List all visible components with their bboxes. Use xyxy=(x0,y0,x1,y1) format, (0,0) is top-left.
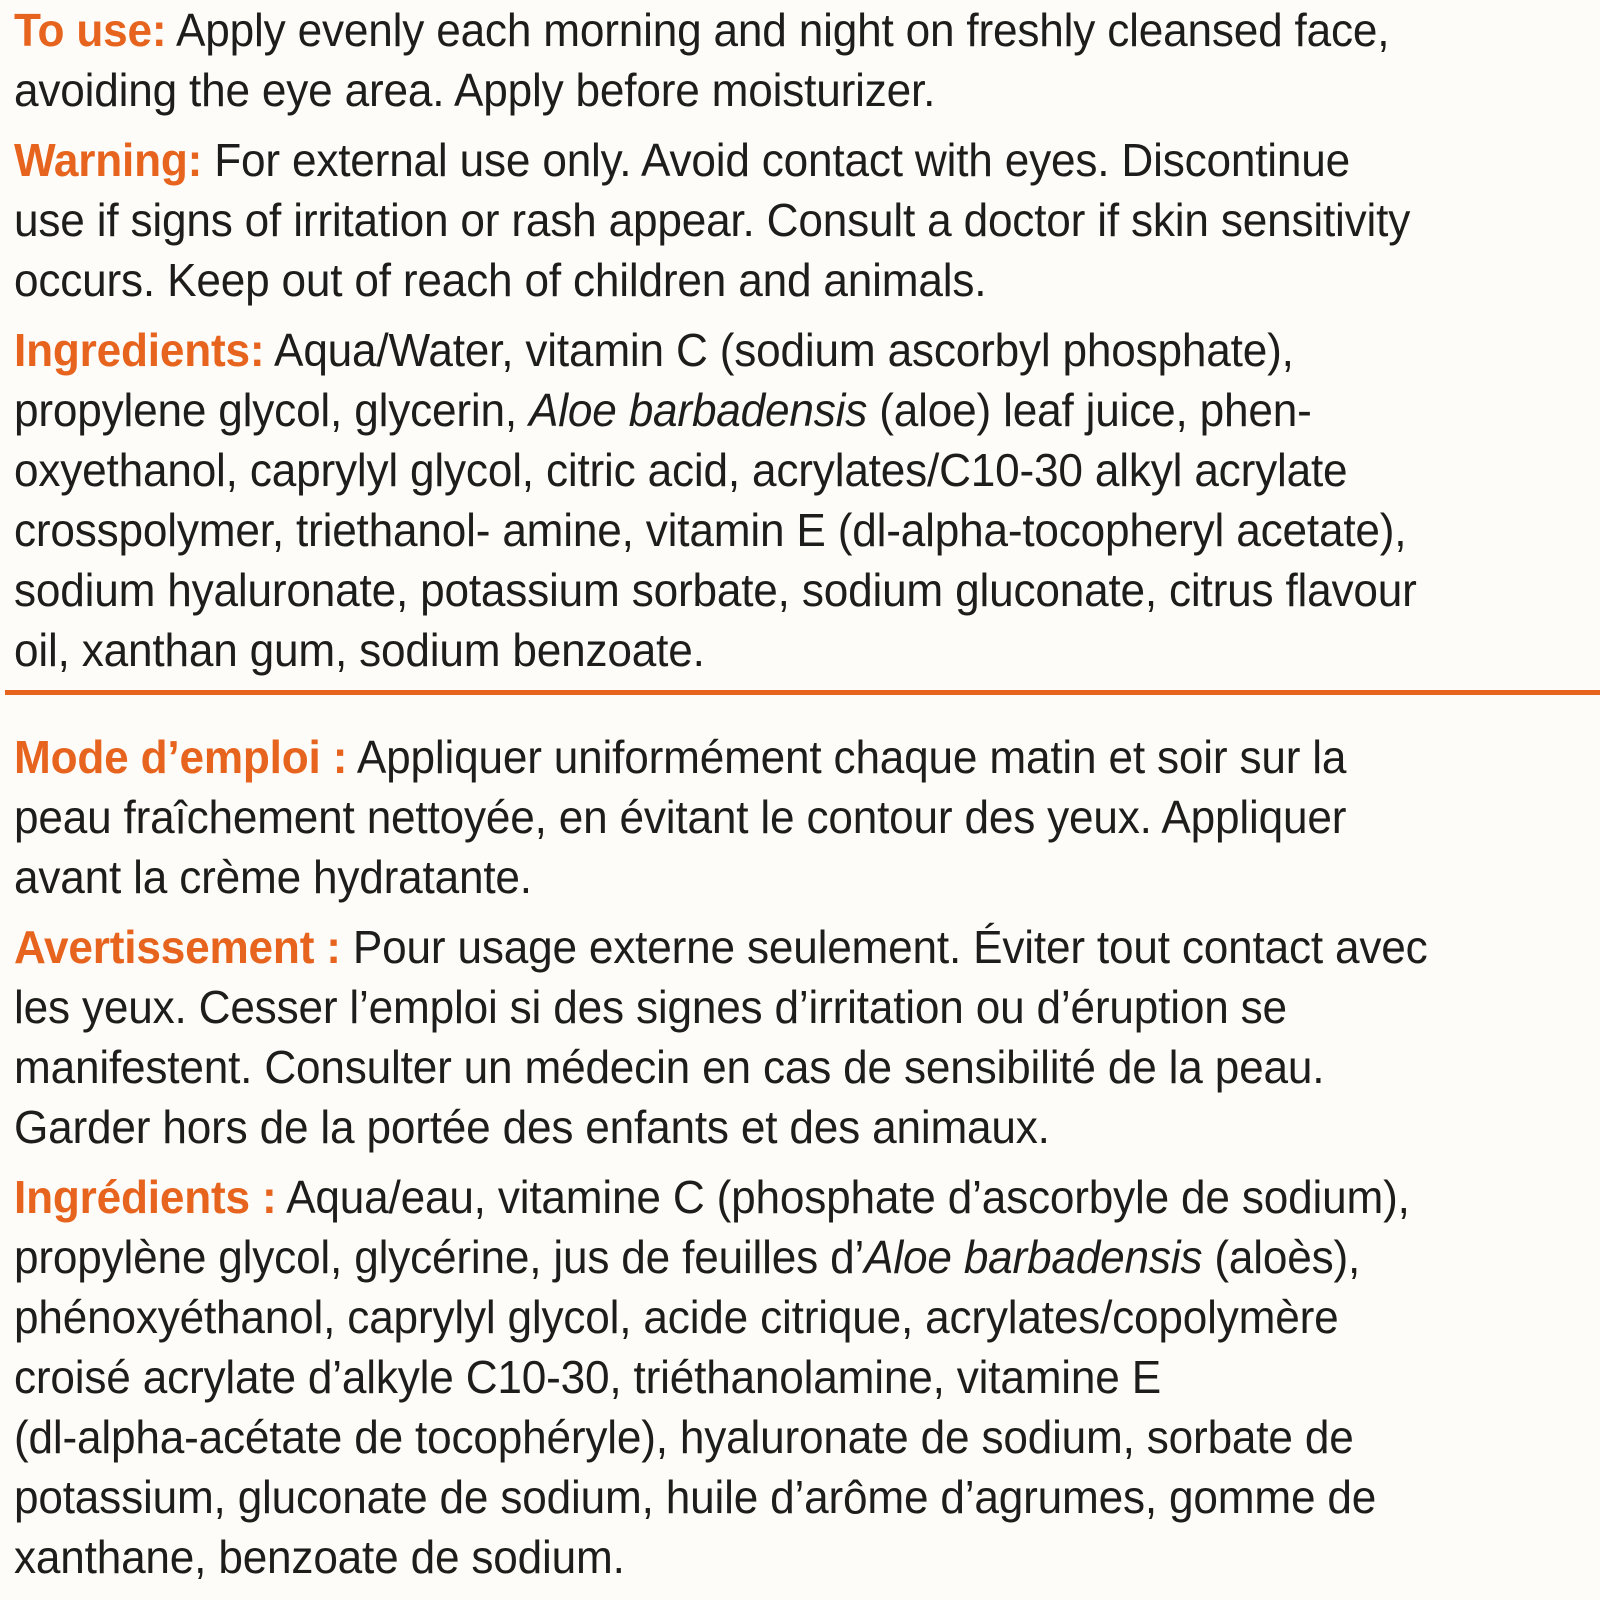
text-line-content xyxy=(14,500,1406,560)
text-segment: (aloe) leaf juice, phen- xyxy=(867,384,1312,436)
paragraph-to-use xyxy=(14,0,1600,120)
text-line-content xyxy=(14,1467,1376,1527)
text-segment: peau fraîchement nettoyée, en évitant le contour des yeux. Appliquer xyxy=(14,791,1347,843)
text-segment: manifestent. Consulter un médecin en cas de sensibilité de la peau. xyxy=(14,1041,1325,1093)
text-line xyxy=(14,1287,1600,1347)
text-segment: Pour usage externe seulement. Éviter tout contact avec xyxy=(340,921,1428,973)
text-line xyxy=(14,0,1600,60)
text-segment: (dl-alpha-acétate de tocophéryle), hyaluronate de sodium, sorbate de xyxy=(14,1411,1354,1463)
text-segment: xanthane, benzoate de sodium. xyxy=(14,1531,625,1583)
text-line-content xyxy=(14,847,532,907)
text-line-content xyxy=(14,787,1346,847)
text-segment: croisé acrylate d’alkyle C10-30, triéthanolamine, vitamine E xyxy=(14,1351,1162,1403)
text-line-content xyxy=(14,1037,1324,1097)
text-line xyxy=(14,1227,1600,1287)
text-segment: Apply evenly each morning and night on freshly cleansed face, xyxy=(166,4,1390,56)
text-line-content xyxy=(14,1227,1360,1287)
text-segment: Aqua/Water, vitamin C (sodium ascorbyl phosphate), xyxy=(264,324,1294,376)
text-segment: Aloe barbadensis xyxy=(528,384,868,436)
ingredients-en-heading: Ingredients: xyxy=(14,324,265,376)
text-segment: oil, xanthan gum, sodium benzoate. xyxy=(14,624,705,676)
text-line xyxy=(14,1467,1600,1527)
text-line-content xyxy=(14,1167,1410,1227)
text-line-content xyxy=(14,1347,1161,1407)
text-segment: les yeux. Cesser l’emploi si des signes d’irritation ou d’éruption se xyxy=(14,981,1287,1033)
text-segment: Garder hors de la portée des enfants et des animaux. xyxy=(14,1101,1050,1153)
text-line xyxy=(14,560,1600,620)
text-line xyxy=(14,500,1600,560)
text-line-content xyxy=(14,130,1350,190)
paragraph-avertissement xyxy=(14,917,1600,1157)
text-segment: For external use only. Avoid contact with eyes. Discontinue xyxy=(202,134,1351,186)
paragraph-mode-demploi xyxy=(14,727,1600,907)
english-directions-section xyxy=(14,0,1600,680)
text-line xyxy=(14,440,1600,500)
text-line xyxy=(14,917,1600,977)
french-directions-section xyxy=(14,727,1600,1587)
text-segment: crosspolymer, triethanol- amine, vitamin E (dl-alpha-tocopheryl acetate), xyxy=(14,504,1407,556)
text-segment: avant la crème hydratante. xyxy=(14,851,532,903)
text-line-content xyxy=(14,620,705,680)
text-segment: (aloès), xyxy=(1202,1231,1361,1283)
text-line-content xyxy=(14,1527,625,1587)
text-line-content xyxy=(14,60,935,120)
text-line xyxy=(14,1097,1600,1157)
language-divider-rule xyxy=(5,690,1600,695)
text-line xyxy=(14,320,1600,380)
text-segment: Appliquer uniformément chaque matin et soir sur la xyxy=(347,731,1347,783)
text-line-content xyxy=(14,1407,1354,1467)
paragraph-ingredients-fr xyxy=(14,1167,1600,1587)
text-line-content xyxy=(14,727,1346,787)
text-line xyxy=(14,727,1600,787)
text-segment: use if signs of irritation or rash appear. Consult a doctor if skin sensitivity xyxy=(14,194,1411,246)
text-line xyxy=(14,1347,1600,1407)
text-line xyxy=(14,250,1600,310)
text-line-content xyxy=(14,190,1410,250)
ingredients-fr-heading: Ingrédients : xyxy=(14,1171,277,1223)
text-segment: oxyethanol, caprylyl glycol, citric acid, acrylates/C10-30 alkyl acrylate xyxy=(14,444,1348,496)
text-line-content xyxy=(14,440,1347,500)
text-segment: propylène glycol, glycérine, jus de feuilles d’ xyxy=(14,1231,865,1283)
text-segment: Aqua/eau, vitamine C (phosphate d’ascorbyle de sodium), xyxy=(276,1171,1410,1223)
text-line-content xyxy=(14,560,1417,620)
paragraph-ingredients-en xyxy=(14,320,1600,680)
text-line-content xyxy=(14,250,986,310)
text-segment: potassium, gluconate de sodium, huile d’arôme d’agrumes, gomme de xyxy=(14,1471,1377,1523)
text-line-content xyxy=(14,0,1389,60)
text-line xyxy=(14,380,1600,440)
text-segment: propylene glycol, glycerin, xyxy=(14,384,529,436)
text-line xyxy=(14,1037,1600,1097)
warning-heading: Warning: xyxy=(14,134,203,186)
text-line xyxy=(14,787,1600,847)
text-line xyxy=(14,1407,1600,1467)
text-line-content xyxy=(14,977,1287,1037)
text-segment: Aloe barbadensis xyxy=(864,1231,1203,1283)
text-line xyxy=(14,620,1600,680)
text-line-content xyxy=(14,320,1294,380)
text-line xyxy=(14,130,1600,190)
text-line-content xyxy=(14,380,1312,440)
paragraph-warning xyxy=(14,130,1600,310)
text-line xyxy=(14,60,1600,120)
text-segment: phénoxyéthanol, caprylyl glycol, acide citrique, acrylates/copolymère xyxy=(14,1291,1339,1343)
text-line xyxy=(14,977,1600,1037)
text-line xyxy=(14,847,1600,907)
text-line-content xyxy=(14,917,1428,977)
text-segment: occurs. Keep out of reach of children and animals. xyxy=(14,254,987,306)
text-line xyxy=(14,190,1600,250)
text-segment: sodium hyaluronate, potassium sorbate, sodium gluconate, citrus flavour xyxy=(14,564,1417,616)
avertissement-heading: Avertissement : xyxy=(14,921,341,973)
mode-demploi-heading: Mode d’emploi : xyxy=(14,731,348,783)
text-segment: avoiding the eye area. Apply before moisturizer. xyxy=(14,64,936,116)
to-use-heading: To use: xyxy=(14,4,167,56)
text-line xyxy=(14,1527,1600,1587)
text-line-content xyxy=(14,1097,1050,1157)
text-line-content xyxy=(14,1287,1339,1347)
text-line xyxy=(14,1167,1600,1227)
